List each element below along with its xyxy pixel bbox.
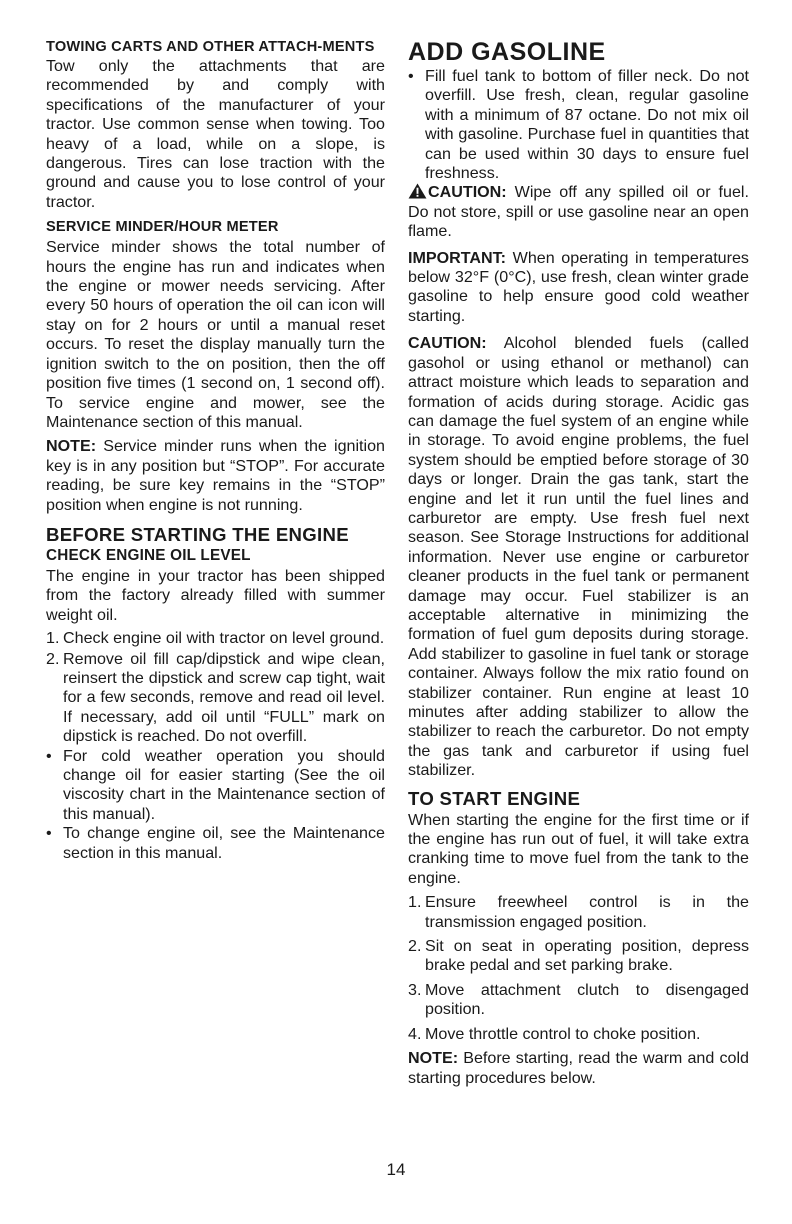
to-start-steps [408,893,749,1044]
list-item-text: Ensure freewheel control is in the transmission engaged position. [425,893,749,931]
service-minder-paragraph: Service minder shows the total number of hours the engine has run and indicates when the engine or mower needs servicing. After every 50 hours of operation the oil can icon will stay on for 2 hours or until a manual reset occurs. To reset the display manually turn the ignition switch to the on position, then the off position five times (1 second on, 1 second off). To service engine and mower, see the Maintenance section of this manual. [46,238,385,431]
list-marker: 3. [408,980,422,999]
list-item-text: Check engine oil with tractor on level ground. [63,629,385,648]
bullet-marker: • [46,824,52,843]
warning-triangle-icon [408,183,427,199]
caution-text: Wipe off any spilled oil or fuel. Do not store, spill or use gasoline near an open flame. [408,183,749,241]
check-oil-bullets [46,747,385,863]
list-item [408,1025,749,1044]
list-item [408,893,749,932]
list-marker: 1. [46,629,60,648]
list-item-text: Move attachment clutch to disengaged position. [425,980,749,1019]
to-start-note [408,1049,749,1088]
list-marker: 4. [408,1024,422,1043]
caution-fuel-spill [408,183,749,241]
caution-label: CAUTION: [428,183,507,202]
bullet-marker: • [46,746,52,765]
list-item [46,629,385,648]
page-number: 14 [386,1160,406,1179]
list-item-text: Move throttle control to choke position. [425,1024,701,1043]
left-column [46,38,385,863]
list-marker: 1. [408,893,422,912]
add-gasoline-bullets [408,67,749,183]
important-cold-weather [408,249,749,327]
note-text: Before starting, read the warm and cold starting procedures below. [408,1049,749,1087]
note-label: NOTE: [408,1049,459,1068]
list-item [408,981,749,1020]
towing-paragraph: Tow only the attachments that are recommended by and comply with specifications of the manufacturer of your tractor. Use common sense when towing. Too heavy of a load, while on a slope, is dangerous. Tires can lose traction with the ground and cause you to lose control of your tractor. [46,57,385,211]
note-text: Service minder runs when the ignition key is in any position but “STOP”. For accurate reading, be sure key remains in the “STOP” position when engine is not running. [46,437,385,514]
list-marker: 2. [408,937,422,956]
check-oil-subheading: CHECK ENGINE OIL LEVEL [46,546,251,564]
add-gasoline-heading: ADD GASOLINE [408,38,606,66]
check-oil-paragraph: The engine in your tractor has been shipped from the factory already filled with summer weight oil. [46,566,385,624]
important-label: IMPORTANT: [408,248,507,267]
to-start-engine-heading: TO START ENGINE [408,787,581,809]
check-oil-steps [46,629,385,746]
service-minder-heading: SERVICE MINDER/HOUR METER [46,219,279,236]
caution-alcohol-fuels [408,334,749,780]
to-start-paragraph: When starting the engine for the first time or if the engine has run out of fuel, it will take extra cranking time to move fuel from the tank to the engine. [408,810,749,887]
before-starting-heading: BEFORE STARTING THE ENGINE [46,523,349,545]
list-item [46,650,385,747]
important-text: When operating in temperatures below 32°F (0°C), use fresh, clean winter grade gasoline to help ensure good cold weather starting. [408,248,749,325]
list-item-text: Remove oil fill cap/dipstick and wipe clean, reinsert the dipstick and screw cap tight, wait for a few seconds, remove and read oil level. If necessary, add oil until “FULL” mark on dipstick is reached. Do not overfill. [63,649,385,746]
caution-text: Alcohol blended fuels (called gasohol or using ethanol or methanol) can attract moisture which leads to separation and formation of acids during storage. Acidic gas can damage the fuel system of an engine while in storage. To avoid engine problems, the fuel system should be emptied before storage of 30 days or longer. Drain the gas tank, start the engine and let it run until the fuel lines and carburetor are empty. Use fresh fuel next season. See Storage Instructions for additional information. Never use engine or carburetor cleaner products in the fuel tank or permanent damage may occur. Fuel stabilizer is an acceptable alternative in minimizing the formation of fuel gum deposits during storage. Add stabilizer to gasoline in fuel tank or storage container. Always follow the mix ratio found on stabilizer container. Run engine at least 10 minutes after adding stabilizer to allow the stabilizer to reach the carburetor. Do not empty the gas tank and carburetor if using fuel stabilizer. [408,334,749,780]
note-label: NOTE: [46,437,97,456]
caution-label: CAUTION: [408,334,487,353]
list-item [408,67,749,183]
list-item [408,937,749,976]
list-item-text: For cold weather operation you should change oil for easier starting (See the oil viscosity chart in the Maintenance section of this manual). [63,746,385,823]
service-minder-note [46,437,385,515]
list-item-text: Fill fuel tank to bottom of filler neck. Do not overfill. Use fresh, clean, regular gasoline with a minimum of 87 octane. Do not mix oil with gasoline. Purchase fuel in quantities that can be used within 30 days to ensure fuel freshness. [425,67,749,183]
list-item [46,824,385,863]
bullet-marker: • [408,67,414,85]
list-item [46,747,385,825]
list-marker: 2. [46,649,60,668]
towing-heading: TOWING CARTS AND OTHER ATTACH-MENTS [46,39,375,55]
list-item-text: To change engine oil, see the Maintenance section in this manual. [63,824,385,862]
right-column [408,38,749,1088]
list-item-text: Sit on seat in operating position, depress brake pedal and set parking brake. [425,937,749,975]
